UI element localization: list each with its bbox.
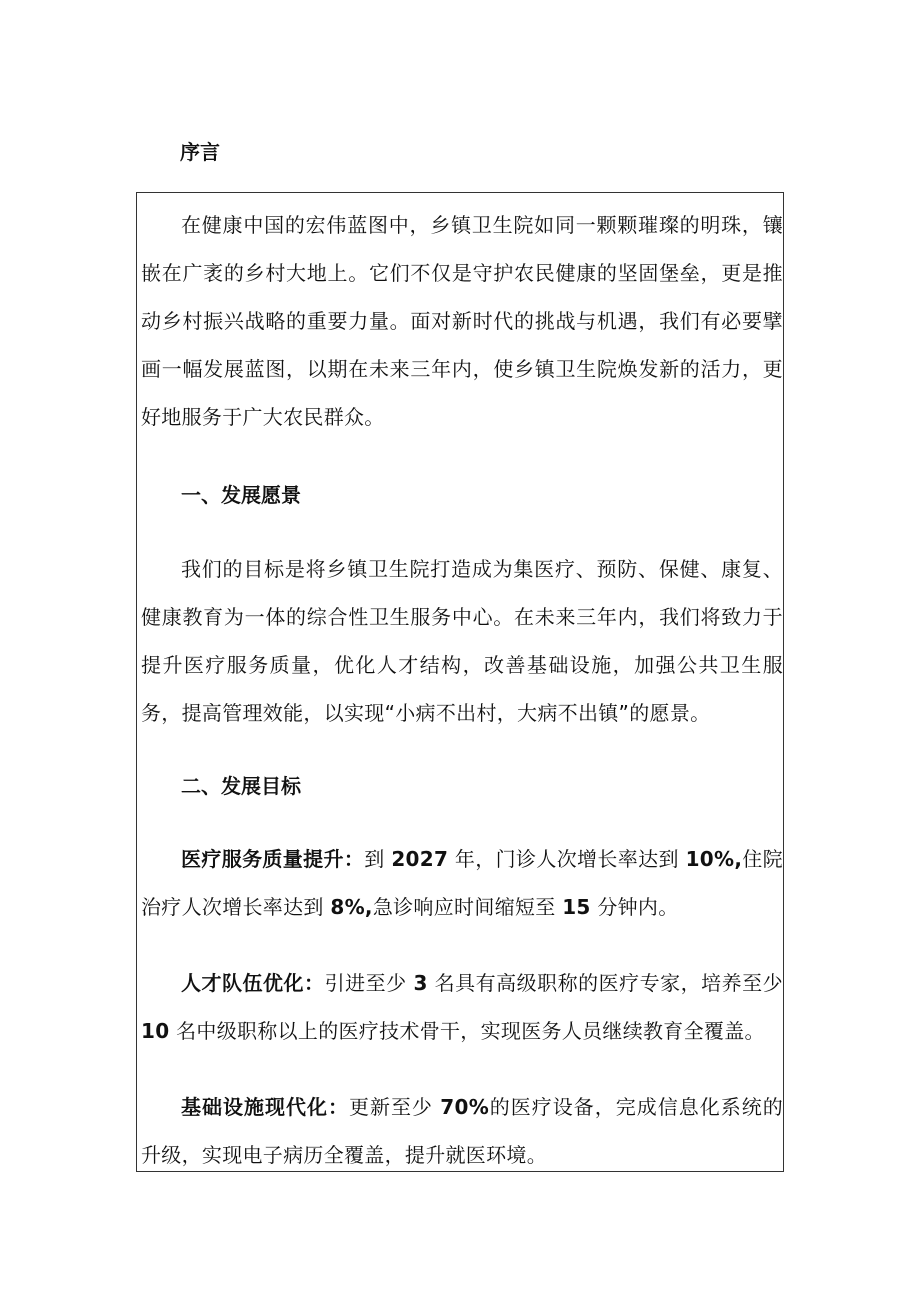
goal-number: 8%, — [330, 895, 373, 919]
goal-text: 分钟内。 — [597, 895, 679, 919]
goal-text: 到 — [364, 847, 385, 871]
goal-infrastructure — [141, 1083, 783, 1179]
section-1-title: 一、发展愿景 — [181, 483, 301, 507]
content-frame — [136, 192, 784, 1172]
goal-text: 更新至少 — [348, 1095, 433, 1119]
goal-label: 人才队伍优化： — [181, 971, 325, 995]
goal-talent-team — [141, 959, 783, 1055]
goal-number: 10%, — [685, 847, 743, 871]
goal-label: 医疗服务质量提升： — [181, 847, 365, 871]
goal-number: 70% — [440, 1095, 490, 1119]
goal-text: 住院治疗人次增长率达到 — [141, 847, 783, 919]
goal-text: 急诊响应时间缩短至 — [372, 895, 556, 919]
goal-text: 引进至少 — [324, 971, 407, 995]
preface-paragraph: 在健康中国的宏伟蓝图中，乡镇卫生院如同一颗颗璀璨的明珠，镶嵌在广袤的乡村大地上。它们不仅是守护农民健康的坚固堡垒，更是推动乡村振兴战略的重要力量。面对新时代的挑战与机遇，我们有必要擘画一幅发展蓝图，以期在未来三年内，使乡镇卫生院焕发新的活力，更好地服务于广大农民群众。 — [141, 213, 783, 429]
goal-medical-service — [141, 835, 783, 931]
vision-paragraph: 我们的目标是将乡镇卫生院打造成为集医疗、预防、保健、康复、健康教育为一体的综合性卫生服务中心。在未来三年内，我们将致力于提升医疗服务质量，优化人才结构，改善基础设施，加强公共卫生服务，提高管理效能，以实现“小病不出村，大病不出镇”的愿景。 — [141, 557, 783, 725]
goal-number: 15 — [562, 895, 591, 919]
goal-text: 名中级职称以上的医疗技术骨干，实现医务人员继续教育全覆盖。 — [176, 1019, 765, 1043]
goal-text: 名具有高级职称的医疗专家，培养至少 — [434, 971, 783, 995]
goal-number: 10 — [141, 1019, 170, 1043]
goal-number: 2027 — [391, 847, 449, 871]
goal-label: 基础设施现代化： — [181, 1095, 349, 1119]
goal-text: 的医疗设备，完成信息化系统的升级，实现电子病历全覆盖，提升就医环境。 — [141, 1095, 783, 1167]
goal-text: 年，门诊人次增长率达到 — [454, 847, 679, 871]
preface-heading: 序言 — [180, 140, 220, 164]
goal-number: 3 — [413, 971, 428, 995]
section-2-title: 二、发展目标 — [181, 774, 301, 798]
